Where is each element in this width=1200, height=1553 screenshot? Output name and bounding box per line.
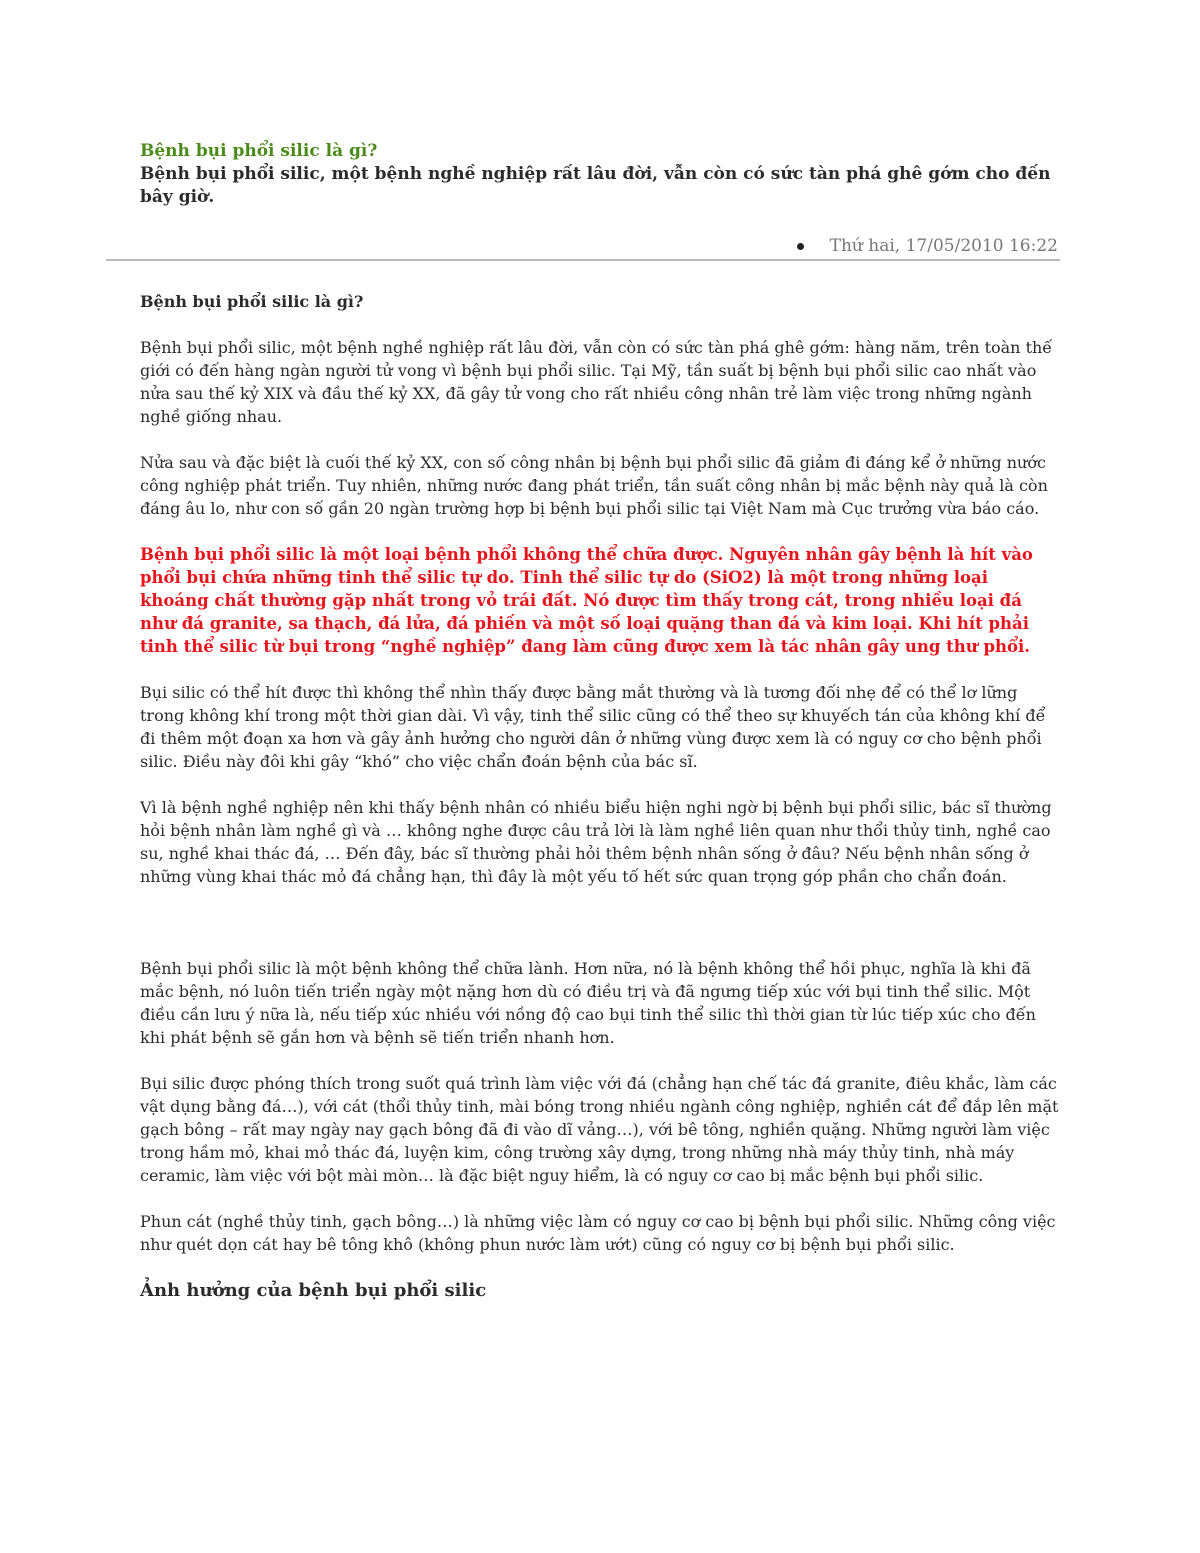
highlight-paragraph: Bệnh bụi phổi silic là một loại bệnh phổi không thể chữa được. Nguyên nhân gây bệnh là hít vào phổi bụi chứa những tinh thể silic tự do. Tinh thể silic tự do (SiO2) là một trong những loại khoáng chất thường gặp nhất trong vỏ trái đất. Nó được tìm thấy trong cát, trong nhiều loại đá như đá granite, sa thạch, đá lửa, đá phiến và một số loại quặng than đá và kim loại. Khi hít phải tinh thể silic từ bụi trong “nghề nghiệp” đang làm cũng được xem là tác nhân gây ung thư phổi. — [140, 545, 1033, 656]
article-body — [140, 290, 1060, 1325]
paragraph-5: Vì là bệnh nghề nghiệp nên khi thấy bệnh nhân có nhiều biểu hiện nghi ngờ bị bệnh bụi phổi silic, bác sĩ thường hỏi bệnh nhân làm nghề gì và … không nghe được câu trả lời là làm nghề liên quan như thổi thủy tinh, nghề cao su, nghề khai thác đá, … Đến đây, bác sĩ thường phải hỏi thêm bệnh nhân sống ở đâu? Nếu bệnh nhân sống ở những vùng khai thác mỏ đá chẳng hạn, thì đây là một yếu tố hết sức quan trọng góp phần cho chẩn đoán. — [140, 798, 1052, 886]
paragraph-4: Bụi silic có thể hít được thì không thể nhìn thấy được bằng mắt thường và là tương đối nhẹ để có thể lơ lững trong không khí trong một thời gian dài. Vì vậy, tinh thể silic cũng có thể theo sự khuyếch tán của không khí để đi thêm một đoạn xa hơn và gây ảnh hưởng cho người dân ở những vùng được xem là có nguy cơ cho bệnh phổi silic. Điều này đôi khi gây “khó” cho việc chẩn đoán bệnh của bác sĩ. — [140, 683, 1046, 771]
paragraph-8: Phun cát (nghề thủy tinh, gạch bông…) là những việc làm có nguy cơ cao bị bệnh bụi phổi silic. Những công việc như quét dọn cát hay bê tông khô (không phun nước làm ướt) cũng có nguy cơ bị bệnh bụi phổi silic. — [140, 1212, 1056, 1254]
section-heading: Bệnh bụi phổi silic là gì? — [140, 292, 364, 311]
date-row — [797, 236, 1058, 256]
paragraph-6: Bệnh bụi phổi silic là một bệnh không thể chữa lành. Hơn nữa, nó là bệnh không thể hồi phục, nghĩa là khi đã mắc bệnh, nó luôn tiến triển ngày một nặng hơn dù có điều trị và đã ngưng tiếp xúc với bụi tinh thể silic. Một điều cần lưu ý nữa là, nếu tiếp xúc nhiều với nồng độ cao bụi tinh thể silic thì thời gian từ lúc tiếp xúc cho đến khi phát bệnh sẽ gắn hơn và bệnh sẽ tiến triển nhanh hơn. — [140, 959, 1036, 1047]
publish-date: Thứ hai, 17/05/2010 16:22 — [829, 236, 1058, 256]
paragraph-2: Nửa sau và đặc biệt là cuối thế kỷ XX, con số công nhân bị bệnh bụi phổi silic đã giảm đi đáng kể ở những nước công nghiệp phát triển. Tuy nhiên, những nước đang phát triển, tần suất công nhân bị mắc bệnh này quả là còn đáng âu lo, như con số gần 20 ngàn trường hợp bị bệnh bụi phổi silic tại Việt Nam mà Cục trưởng vừa báo cáo. — [140, 453, 1048, 518]
bullet-icon — [797, 243, 804, 250]
article-header — [140, 140, 1060, 209]
article-title: Bệnh bụi phổi silic là gì? — [140, 141, 378, 161]
subheading: Ảnh hưởng của bệnh bụi phổi silic — [140, 1280, 487, 1301]
spacer — [140, 911, 1060, 957]
paragraph-7: Bụi silic được phóng thích trong suốt quá trình làm việc với đá (chẳng hạn chế tác đá granite, điêu khắc, làm các vật dụng bằng đá…), với cát (thổi thủy tinh, mài bóng trong nhiều ngành công nghiệp, nghiền cát để đắp lên mặt gạch bông – rất may ngày nay gạch bông đã đi vào dĩ vảng…), với bê tông, nghiền quặng. Những người làm việc trong hầm mỏ, khai mỏ thác đá, luyện kim, công trường xây dựng, trong những nhà máy thủy tinh, nhà máy ceramic, làm việc với bột mài mòn… là đặc biệt nguy hiểm, là có nguy cơ cao bị mắc bệnh bụi phổi silic. — [140, 1074, 1059, 1185]
article-sapo: Bệnh bụi phổi silic, một bệnh nghề nghiệp rất lâu đời, vẫn còn có sức tàn phá ghê gớm cho đến bây giờ. — [140, 164, 1051, 207]
divider — [106, 259, 1060, 261]
paragraph-1: Bệnh bụi phổi silic, một bệnh nghề nghiệp rất lâu đời, vẫn còn có sức tàn phá ghê gớm: hàng năm, trên toàn thế giới có đến hàng ngàn người tử vong vì bệnh bụi phổi silic. Tại Mỹ, tần suất bị bệnh bụi phổi silic cao nhất vào nửa sau thế kỷ XIX và đầu thế kỷ XX, đã gây tử vong cho rất nhiều công nhân trẻ làm việc trong những ngành nghề giống nhau. — [140, 338, 1053, 426]
